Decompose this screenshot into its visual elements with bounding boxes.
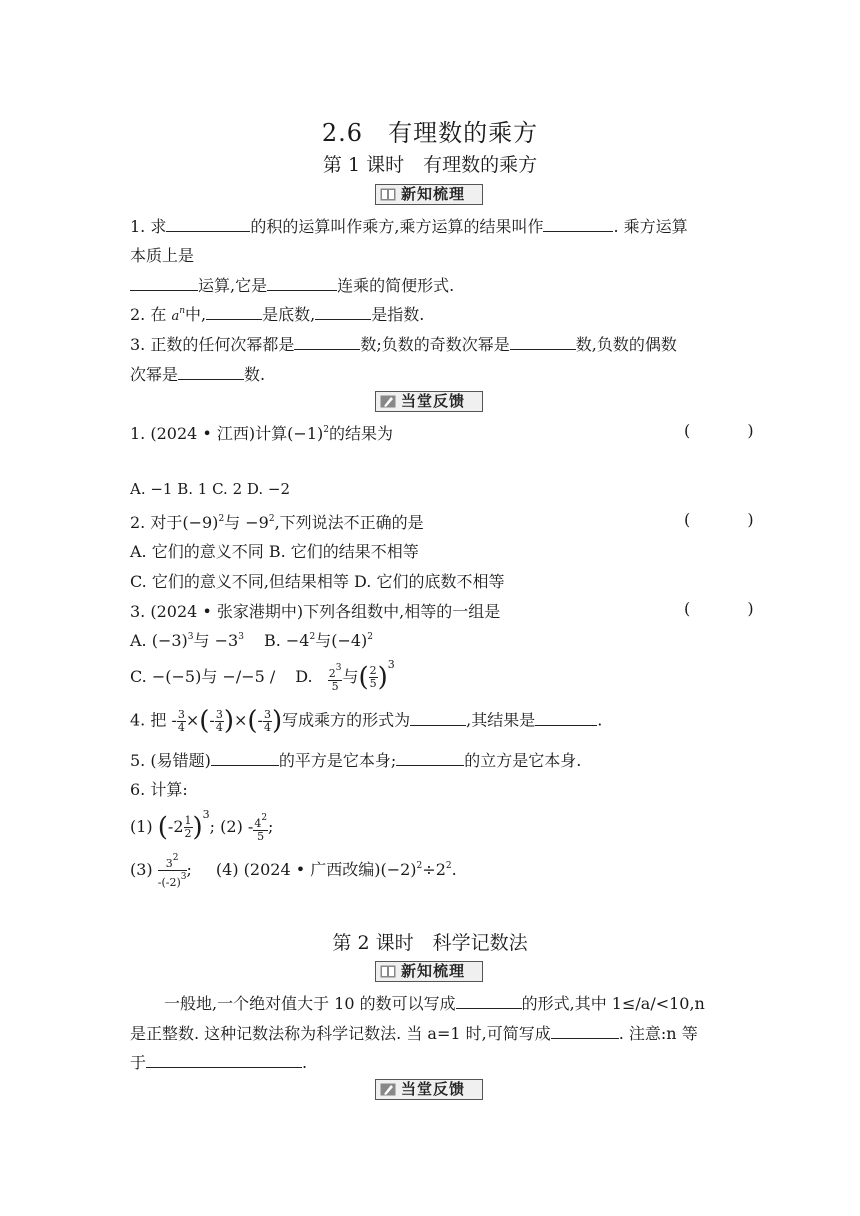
concept-1-line-3: 运算,它是 连乘的简便形式. — [130, 273, 454, 296]
badge-feedback — [375, 1079, 483, 1100]
question-3-option-ab: A. $(-3)^3$与 $-3^3$ B. $-4^2$与$(-4)^2$ — [130, 631, 374, 650]
answer-blank[interactable] — [456, 994, 522, 1009]
answer-blank[interactable] — [146, 1053, 302, 1068]
answer-blank[interactable] — [206, 305, 262, 320]
question-6: 6. 计算: — [130, 780, 188, 799]
badge-feedback — [375, 391, 483, 412]
answer-blank[interactable] — [211, 751, 279, 766]
answer-bracket[interactable]: ( ) — [684, 510, 780, 529]
question-5: 5. (易错题) 的平方是它本身; 的立方是它本身. — [130, 751, 582, 770]
book-icon — [380, 965, 396, 978]
question-1-options: A. −1 B. 1 C. 2 D. −2 — [130, 480, 291, 498]
question-6-part-3-4: (3) $\frac{3^2}{-(-2)^3}$ ; (4) (2024 • 广西改编)$(-2)^2\div 2^2$. — [130, 853, 457, 889]
answer-blank[interactable] — [315, 305, 371, 320]
answer-blank[interactable] — [510, 335, 576, 350]
question-3-option-cd: C. −(−5)与 −/−5 / D. $\frac{2^3}{5}$ 与( $\frac{2}{5}$ )$^3$ — [130, 658, 395, 693]
concept-1-line-2: 本质上是 — [130, 246, 195, 265]
page-title: 2.6 有理数的乘方 — [321, 119, 539, 147]
question-2-option-cd: C. 它们的意义不同,但结果相等 D. 它们的底数不相等 — [130, 572, 505, 591]
badge-label: 当堂反馈 — [401, 392, 466, 410]
concept-1-line-1: 1. 求 的积的运算叫作乘方,乘方运算的结果叫作 . 乘方运算 — [130, 217, 688, 236]
sci-notation-line-1: 一般地,一个绝对值大于 10 的数可以写成 的形式,其中 1≤/a/<10,n — [164, 994, 705, 1013]
sci-notation-line-3: 于 . — [130, 1053, 308, 1072]
badge-new-knowledge — [375, 184, 483, 205]
question-4: 4. 把 - $\frac{3}{4}$ ×(- $\frac{3}{4}$ )×(- $\frac{3}{4}$ )写成乘方的形式为 ,其结果是 . — [130, 706, 603, 736]
answer-blank[interactable] — [166, 217, 250, 232]
question-1: 1. (2024 • 江西)计算$(-1)^2$的结果为 — [130, 424, 393, 443]
answer-blank[interactable] — [535, 711, 597, 726]
pen-icon — [380, 395, 396, 408]
badge-label: 新知梳理 — [401, 185, 466, 203]
question-3: 3. (2024 • 张家港期中)下列各组数中,相等的一组是 — [130, 602, 501, 621]
sci-notation-line-2: 是正整数. 这种记数法称为科学记数法. 当 a=1 时,可简写成 . 注意:n 等 — [130, 1024, 698, 1043]
badge-label: 新知梳理 — [401, 962, 466, 980]
answer-blank[interactable] — [396, 751, 464, 766]
concept-3-line-2: 次幂是 数. — [130, 365, 266, 384]
lesson1-title: 第 1 课时 有理数的乘方 — [322, 154, 538, 176]
answer-blank[interactable] — [294, 335, 360, 350]
answer-blank[interactable] — [267, 276, 337, 291]
answer-blank[interactable] — [410, 711, 466, 726]
question-6-part-1-2: (1) (-2 $\frac{1}{2}$ )$^3$; (2) - $\frac{4^2}{5}$ ; — [130, 808, 274, 843]
answer-bracket[interactable]: ( ) — [684, 599, 780, 618]
concept-2: 2. 在 $a^n$中, 是底数, 是指数. — [130, 305, 425, 324]
pen-icon — [380, 1083, 396, 1096]
answer-bracket[interactable]: ( ) — [684, 421, 780, 440]
lesson2-title: 第 2 课时 科学记数法 — [332, 932, 528, 954]
answer-blank[interactable] — [551, 1024, 619, 1039]
book-icon — [380, 188, 396, 201]
concept-3-line-1: 3. 正数的任何次幂都是 数;负数的奇数次幂是 数,负数的偶数 — [130, 335, 677, 354]
question-2-option-ab: A. 它们的意义不同 B. 它们的结果不相等 — [130, 542, 419, 561]
answer-blank[interactable] — [543, 217, 613, 232]
badge-label: 当堂反馈 — [401, 1080, 466, 1098]
answer-blank[interactable] — [178, 365, 244, 380]
question-2: 2. 对于$(-9)^2$与 $-9^2$,下列说法不正确的是 — [130, 513, 424, 532]
badge-new-knowledge — [375, 961, 483, 982]
answer-blank[interactable] — [130, 276, 198, 291]
